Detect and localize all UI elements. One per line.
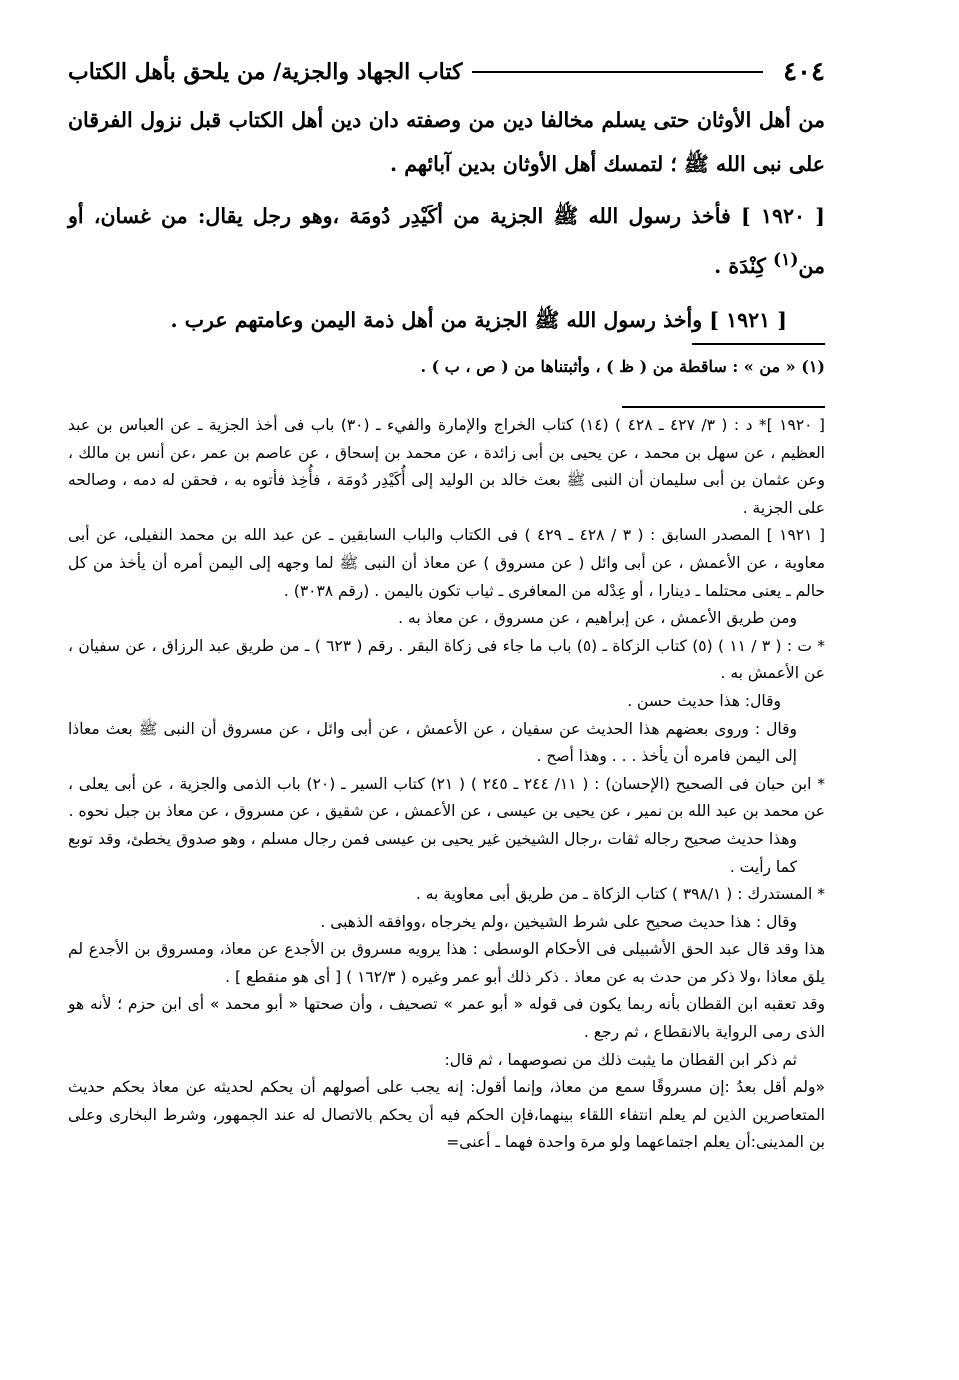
takhrij-paragraph: وهذا حديث صحيح رجاله ثقات ،رجال الشيخين غير يحيى بن عيسى فمن رجال مسلم ، وهو صدوق يخطئ، وقد توبع كما رأيت . bbox=[68, 829, 797, 876]
intro-paragraph: من أهل الأوثان حتى يسلم مخالفا دين من وصفته دان دين أهل الكتاب قبل نزول الفرقان على نبى الله ﷺ ؛ لتمسك أهل الأوثان بدين آبائهم . bbox=[68, 108, 825, 176]
footnote bbox=[68, 353, 825, 381]
footnote-marker[interactable]: (١) bbox=[773, 250, 799, 270]
takhrij-paragraph: هذا وقد قال عبد الحق الأشبيلى فى الأحكام الوسطى : هذا يرويه مسروق بن الأجدع عن معاذ، ومسروق بن الأجدع لم يلق معاذا ،ولا ذكر من حدث به عن معاذ . ذكر ذلك أبو عمر وغيره ( ١٦٢/٣ ) [ أى هو منقطع ] . bbox=[68, 940, 825, 986]
hadith-1920 bbox=[68, 194, 825, 288]
takhrij-paragraph: وقال : وروى بعضهم هذا الحديث عن سفيان ، عن الأعمش ، عن أبى وائل ، عن مسروق أن النبى ﷺ بعث معاذا إلى اليمن فامره أن يأخذ . . . وهذا أصح . bbox=[68, 719, 797, 766]
takhrij-paragraph: وقد تعقبه ابن القطان بأنه ربما يكون فى قوله « أبو عمر » تصحيف ، وأن صحتها « أبو محمد » أى ابن حزم ؛ لأنه هو الذى رمى الرواية بالانقطاع ، ثم رجع . bbox=[68, 995, 825, 1042]
takhrij-1921: [ ١٩٢١ ] المصدر السابق : ( ٣ / ٤٢٨ ـ ٤٢٩ ) فى الكتاب والباب السابقين ـ عن عبد الله بن محمد النفيلى، عن أبى معاوية ، عن الأعمش ، عن أبى وائل ( عن مسروق ) عن معاذ أن النبى ﷺ لما وجهه إلى اليمن أمره أن يأخذ من كل حالم ـ يعنى محتلما ـ دينارا ، أو عِدْله من المعافرى ـ ثياب تكون باليمن . (رقم ٣٠٣٨) . bbox=[68, 526, 825, 600]
page-number: ٤٠٤ bbox=[783, 57, 825, 87]
takhrij-paragraph: وقال: هذا حديث حسن . bbox=[627, 691, 781, 710]
hadith-text-tail: كِنْدَة . bbox=[714, 253, 766, 278]
hadith-text: فأخذ رسول الله ﷺ الجزية من أكَيْدِر دُومَة ،وهو رجل يقال: من غسان، أو من bbox=[68, 204, 825, 278]
takhrij-paragraph: * ت : ( ٣ / ١١ ) (٥) كتاب الزكاة ـ (٥) باب ما جاء فى زكاة البقر . رقم ( ٦٢٣ ) ـ من طريق عبد الرزاق ، عن سفيان ، عن الأعمش به . bbox=[68, 636, 826, 683]
hadith-text: وأخذ رسول الله ﷺ الجزية من أهل ذمة اليمن وعامتهم عرب . bbox=[170, 307, 703, 332]
running-title: كتاب الجهاد والجزية/ من يلحق بأهل الكتاب bbox=[68, 59, 463, 85]
takhrij-paragraph: «ولم أقل بعدُ :إن مسروقًا سمع من معاذ، وإنما أقول: إنه يجب على أصولهم أن يحكم لحديثه عن معاذ بحكم حديث المتعاصرين الذين لم يعلم انتفاء اللقاء بينهما،فإن الحكم فيه أن يحكم بالاتصال له عند الجمهور، وشرط البخارى وعلى بن المدينى:أن يعلم اجتماعهما ولو مرة واحدة فهما ـ أعنى= bbox=[68, 1078, 825, 1152]
takhrij-section bbox=[68, 412, 825, 1157]
takhrij-paragraph: * ابن حبان فى الصحيح (الإحسان) : ( ١١/ ٢٤٤ ـ ٢٤٥ ) ( ٢١) كتاب السير ـ (٢٠) باب الذمى والجزية ، عن أبى يعلى ، عن محمد بن عبد الله بن نمير ، عن يحيى بن عيسى ، عن الأعمش ، عن شقيق ، عن مسروق ، عن معاذ بن جبل نحوه . bbox=[68, 774, 825, 821]
hadith-number: [ ١٩٢١ ] bbox=[709, 307, 787, 332]
takhrij-paragraph: * المستدرك : ( ٣٩٨/١ ) كتاب الزكاة ـ من طريق أبى معاوية به . bbox=[415, 885, 825, 904]
footnote-rule bbox=[692, 343, 825, 345]
takhrij-paragraph: ومن طريق الأعمش ، عن إبراهيم ، عن مسروق ، عن معاذ به . bbox=[398, 609, 797, 628]
footnote-text: (١) « من » : ساقطة من ( ظ ) ، وأثبتناها من ( ص ، ب ) . bbox=[420, 357, 825, 376]
takhrij-1920: [ ١٩٢٠ ]* د : ( ٣/ ٤٢٧ ـ ٤٢٨ ) (١٤) كتاب الخراج والإمارة والفيء ـ (٣٠) باب فى أخذ الجزية ـ عن العباس بن عبد العظيم ، عن سهل بن محمد ، عن يحيى بن أبى زائدة ، عن محمد بن إسحاق ، عن عاصم بن عمر ،عن أنس بن مالك ، وعن عثمان بن أبى سليمان أن النبى ﷺ بعث خالد بن الوليد إلى أُكَيْدِر دُومَة ، فأُخِذ فأتوه به ، فحقن له دمه ، وصالحه على الجزية . bbox=[68, 416, 825, 517]
header-rule bbox=[472, 71, 763, 73]
page-header bbox=[68, 52, 825, 92]
takhrij-paragraph: ثم ذكر ابن القطان ما يثبت ذلك من نصوصهما ، ثم قال: bbox=[444, 1050, 797, 1069]
hadith-1921 bbox=[68, 298, 825, 342]
main-text bbox=[68, 98, 825, 342]
takhrij-paragraph: وقال : هذا حديث صحيح على شرط الشيخين ،ولم يخرجاه ،ووافقه الذهبى . bbox=[320, 912, 797, 931]
hadith-number: [ ١٩٢٠ ] bbox=[741, 204, 825, 228]
takhrij-rule bbox=[622, 406, 825, 408]
